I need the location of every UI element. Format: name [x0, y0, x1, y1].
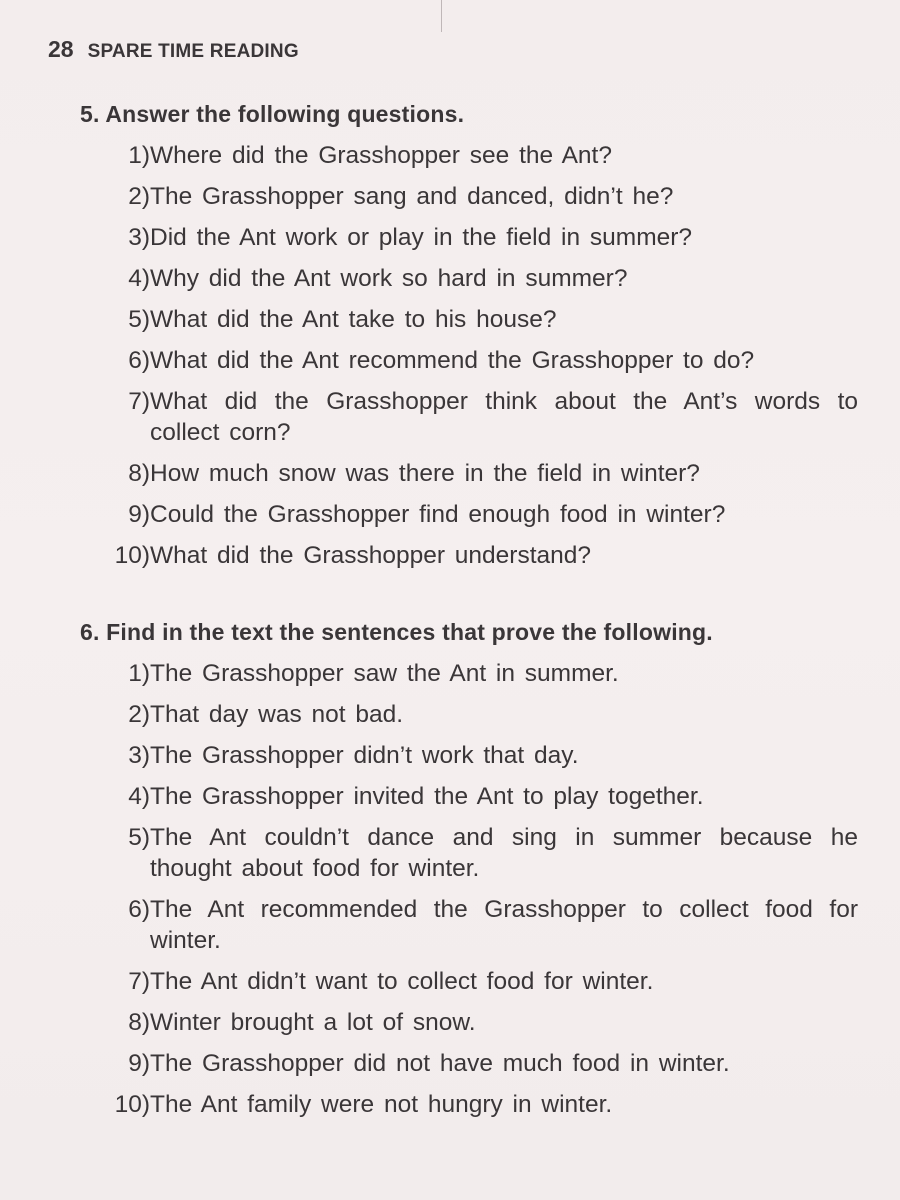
item-number: 2) [128, 701, 150, 728]
statement-item [80, 740, 860, 771]
question-item [80, 458, 860, 489]
item-number: 4) [128, 783, 150, 810]
item-number: 6) [128, 896, 150, 923]
item-text: The Ant recommended the Grasshopper to collect food for winter. [150, 896, 858, 954]
item-number: 5) [128, 824, 150, 851]
item-number: 9) [128, 501, 150, 528]
question-item [80, 222, 860, 253]
item-number: 7) [128, 968, 150, 995]
item-text: The Ant didn’t want to collect food for winter. [150, 968, 654, 995]
statement-item [80, 781, 860, 812]
exercise-6 [80, 616, 860, 1130]
item-number: 3) [128, 742, 150, 769]
exercise-heading: 6. Find in the text the sentences that prove the following. [80, 619, 713, 645]
item-number: 4) [128, 265, 150, 292]
item-text: What did the Grasshopper think about the Ant’s words to collect corn? [150, 388, 858, 446]
question-item [80, 345, 860, 376]
item-number: 1) [128, 142, 150, 169]
statement-item [80, 699, 860, 730]
statement-item [80, 658, 860, 689]
item-text: What did the Grasshopper understand? [150, 542, 592, 569]
question-item [80, 499, 860, 530]
item-number: 5) [128, 306, 150, 333]
page-number: 28 [48, 36, 74, 62]
item-number: 3) [128, 224, 150, 251]
item-text: The Grasshopper didn’t work that day. [150, 742, 579, 769]
item-text: Winter brought a lot of snow. [150, 1009, 476, 1036]
item-number: 8) [128, 460, 150, 487]
question-item [80, 140, 860, 171]
item-number: 10) [114, 542, 150, 569]
item-text: The Ant couldn’t dance and sing in summer because he thought about food for winter. [150, 824, 858, 882]
item-number: 1) [128, 660, 150, 687]
item-text: Could the Grasshopper find enough food in winter? [150, 501, 726, 528]
item-number: 9) [128, 1050, 150, 1077]
question-item [80, 263, 860, 294]
exercise-5 [80, 98, 860, 581]
item-text: The Grasshopper saw the Ant in summer. [150, 660, 619, 687]
statement-item [80, 966, 860, 997]
running-title: SPARE TIME READING [87, 41, 299, 62]
item-text: What did the Ant recommend the Grasshopper to do? [150, 347, 755, 374]
question-item [80, 386, 860, 448]
item-number: 10) [114, 1091, 150, 1118]
statement-item [80, 1048, 860, 1079]
item-text: How much snow was there in the field in winter? [150, 460, 700, 487]
item-text: That day was not bad. [150, 701, 404, 728]
question-item [80, 304, 860, 335]
statement-item [80, 822, 860, 884]
item-text: The Grasshopper sang and danced, didn’t he? [150, 183, 674, 210]
exercise-heading: 5. Answer the following questions. [80, 101, 465, 127]
item-text: The Ant family were not hungry in winter. [150, 1091, 613, 1118]
question-item [80, 540, 860, 571]
statement-item [80, 1089, 860, 1120]
item-text: The Grasshopper invited the Ant to play together. [150, 783, 704, 810]
item-text: Why did the Ant work so hard in summer? [150, 265, 628, 292]
page-fold-line [441, 0, 442, 32]
item-number: 8) [128, 1009, 150, 1036]
item-text: What did the Ant take to his house? [150, 306, 557, 333]
item-text: Where did the Grasshopper see the Ant? [150, 142, 612, 169]
page-header [48, 36, 299, 63]
item-number: 6) [128, 347, 150, 374]
question-item [80, 181, 860, 212]
item-text: The Grasshopper did not have much food in winter. [150, 1050, 730, 1077]
statement-item [80, 894, 860, 956]
item-number: 2) [128, 183, 150, 210]
item-number: 7) [128, 388, 150, 415]
item-text: Did the Ant work or play in the field in summer? [150, 224, 693, 251]
statement-item [80, 1007, 860, 1038]
